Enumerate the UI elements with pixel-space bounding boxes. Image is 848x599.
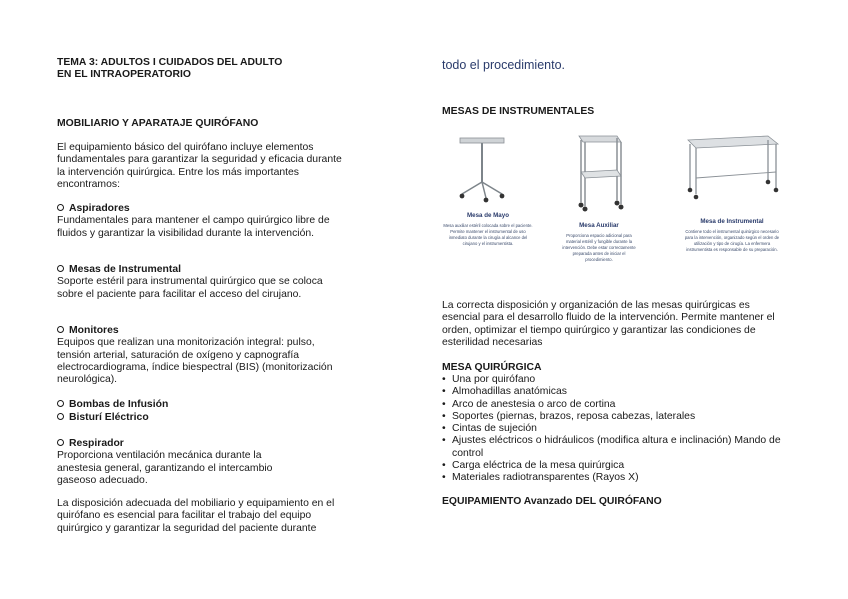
item-text: Soporte estéril para instrumental quirúrgico que se coloca sobre el paciente para facilitar el acceso del cirujano. [57, 276, 323, 300]
list-item: • Materiales radiotransparentes (Rayos X) [442, 472, 792, 484]
list-item [57, 438, 349, 487]
circle-bullet-icon [57, 204, 64, 211]
table-name: Mesa Auxiliar [579, 222, 619, 229]
circle-bullet-icon [57, 439, 64, 446]
auxiliary-table-illustration [559, 132, 639, 214]
table-description: Proporciona espacio adicional para material estéril y fungible durante la intervención. Debe estar correctamente preparada antes de iniciar el procedimiento. [562, 233, 636, 262]
item-title: Bisturí Eléctrico [69, 412, 149, 423]
surgical-table-heading: MESA QUIRÚRGICA [442, 362, 542, 373]
circle-bullet-icon [57, 326, 64, 333]
list-item [57, 264, 349, 301]
chapter-title-line2: EN EL INTRAOPERATORIO [57, 69, 191, 80]
table-description: Contiene todo el instrumental quirúrgico necesario para la intervención, organizado según el orden de utilización y tipo de cirugía. La enfermera instrumentista es responsable de su preparación. [684, 229, 780, 252]
list-item [57, 399, 349, 411]
surgical-table-list [442, 374, 792, 485]
item-text: Fundamentales para mantener el campo quirúrgico libre de fluidos y garantizar la visibilidad durante la intervención. [57, 215, 330, 239]
table-card-mayo [442, 132, 534, 247]
item-text: Equipos que realizan una monitorización integral: pulso, tensión arterial, saturación de oxígeno y capnografía electrocardiograma, índice biespectral (BIS) (monitorización neurológica). [57, 337, 333, 386]
table-name: Mesa de Instrumental [700, 218, 764, 225]
list-item: • Una por quirófano [442, 374, 792, 386]
instrumental-table-illustration [682, 132, 782, 210]
circle-bullet-icon [57, 413, 64, 420]
list-item: • Soportes (piernas, brazos, reposa cabezas, laterales [442, 411, 792, 423]
continuation-text: todo el procedimiento. [442, 58, 565, 72]
table-name: Mesa de Mayo [467, 212, 509, 219]
list-item: • Ajustes eléctricos o hidráulicos (modifica altura e inclinación) Mando de control [442, 435, 792, 460]
circle-bullet-icon [57, 265, 64, 272]
chapter-title-line1: TEMA 3: ADULTOS I CUIDADOS DEL ADULTO [57, 57, 283, 68]
closing-paragraph: La disposición adecuada del mobiliario y equipamiento en el quirófano es esencial para facilitar el trabajo del equipo quirúrgico y garantizar la seguridad del paciente durante [57, 498, 335, 534]
equipment-heading: EQUIPAMIENTO Avanzado DEL QUIRÓFANO [442, 496, 662, 507]
section-heading: MOBILIARIO Y APARATAJE QUIRÓFANO [57, 118, 259, 129]
table-card-instrumental [682, 132, 782, 253]
tables-paragraph: La correcta disposición y organización de las mesas quirúrgicas es esencial para el desarrollo fluido de la intervención. Permite mantener el orden, optimizar el tiempo quirúrgico y garantizar las condiciones de esterilidad necesarias [442, 300, 775, 348]
item-text: Proporciona ventilación mecánica durante la anestesia general, garantizando el intercambio gaseoso adecuado. [57, 450, 273, 486]
list-item: • Arco de anestesia o arco de cortina [442, 399, 792, 411]
item-title: Monitores [69, 325, 119, 336]
list-item: • Carga eléctrica de la mesa quirúrgica [442, 460, 792, 472]
item-title: Bombas de Infusión [69, 399, 169, 410]
intro-paragraph: El equipamiento básico del quirófano incluye elementos fundamentales para garantizar la seguridad y eficacia durante la intervención quirúrgica. Entre los más importantes encontramos: [57, 142, 342, 190]
tables-heading: MESAS DE INSTRUMENTALES [442, 106, 595, 117]
table-description: Mesa auxiliar estéril colocada sobre el paciente. Permite mantener el instrumental de uso inmediato durante la cirugía al alcance del cirujano y el instrumentista. [443, 223, 533, 246]
table-card-auxiliar [559, 132, 639, 263]
item-title: Mesas de Instrumental [69, 264, 182, 275]
list-item: • Almohadillas anatómicas [442, 386, 792, 398]
circle-bullet-icon [57, 400, 64, 407]
item-title: Respirador [69, 438, 124, 449]
list-item [57, 412, 349, 424]
item-title: Aspiradores [69, 203, 130, 214]
mayo-table-illustration [442, 132, 534, 207]
list-item: • Cintas de sujeción [442, 423, 792, 435]
list-item [57, 325, 349, 386]
list-item [57, 203, 349, 240]
